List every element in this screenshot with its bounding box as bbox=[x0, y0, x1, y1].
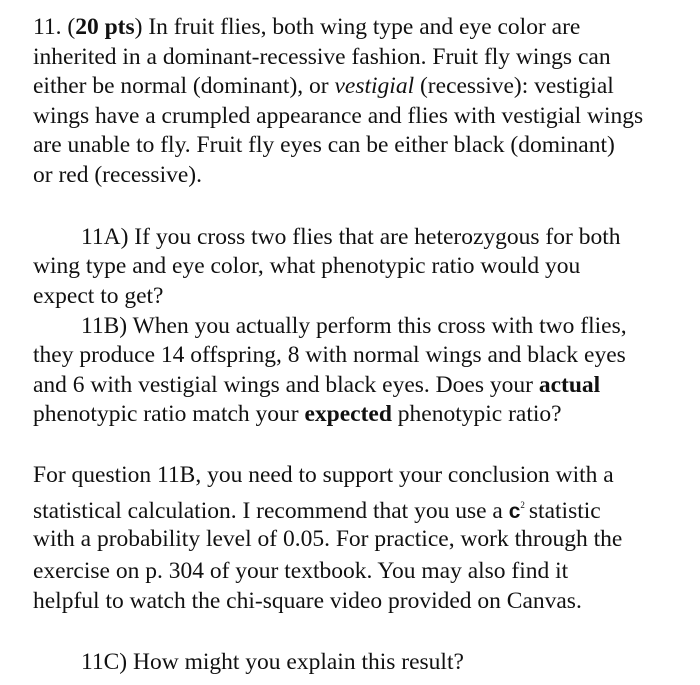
question-intro-line-2: inherited in a dominant-recessive fashion. Fruit fly wings can bbox=[33, 44, 611, 70]
part-c-line-1: 11C) How might you explain this result? bbox=[81, 649, 464, 675]
chi-symbol: c bbox=[508, 500, 521, 523]
question-intro-line-6: or red (recessive). bbox=[33, 162, 202, 188]
part-a-line-2: wing type and eye color, what phenotypic ratio would you bbox=[33, 253, 581, 279]
guidance-line-3: with a probability level of 0.05. For practice, work through the bbox=[33, 526, 623, 552]
actual-term: actual bbox=[538, 372, 601, 398]
expected-term: expected bbox=[304, 401, 392, 427]
guidance-line-1: For question 11B, you need to support your conclusion with a bbox=[33, 462, 614, 488]
part-a-line-3: expect to get? bbox=[33, 283, 164, 309]
part-b-line-2: they produce 14 offspring, 8 with normal wings and black eyes bbox=[33, 342, 626, 368]
question-intro-line-1: 11. (20 pts) In fruit flies, both wing type and eye color are bbox=[33, 14, 581, 40]
part-b-line-3: and 6 with vestigial wings and black eyes. Does your actual bbox=[33, 372, 601, 398]
question-intro-line-3: either be normal (dominant), or vestigial (recessive): vestigial bbox=[33, 73, 614, 99]
guidance-line-5: helpful to watch the chi-square video provided on Canvas. bbox=[33, 588, 582, 614]
guidance-line-2: statistical calculation. I recommend that you use a $c^2$ statistic bbox=[33, 498, 601, 524]
part-a-line-1: 11A) If you cross two flies that are heterozygous for both bbox=[81, 224, 621, 250]
chi-superscript: 2 bbox=[520, 500, 525, 510]
guidance-line-4: exercise on p. 304 of your textbook. You may also find it bbox=[33, 558, 569, 584]
points-label: 20 pts bbox=[75, 14, 135, 40]
question-intro-line-4: wings have a crumpled appearance and flies with vestigial wings bbox=[33, 103, 644, 129]
question-number: 11. bbox=[33, 14, 62, 40]
question-intro-line-5: are unable to fly. Fruit fly eyes can be either black (dominant) bbox=[33, 132, 615, 158]
vestigial-term: vestigial bbox=[334, 73, 415, 99]
part-b-line-4: phenotypic ratio match your expected phenotypic ratio? bbox=[33, 401, 562, 427]
part-b-line-1: 11B) When you actually perform this cross with two flies, bbox=[81, 313, 627, 339]
